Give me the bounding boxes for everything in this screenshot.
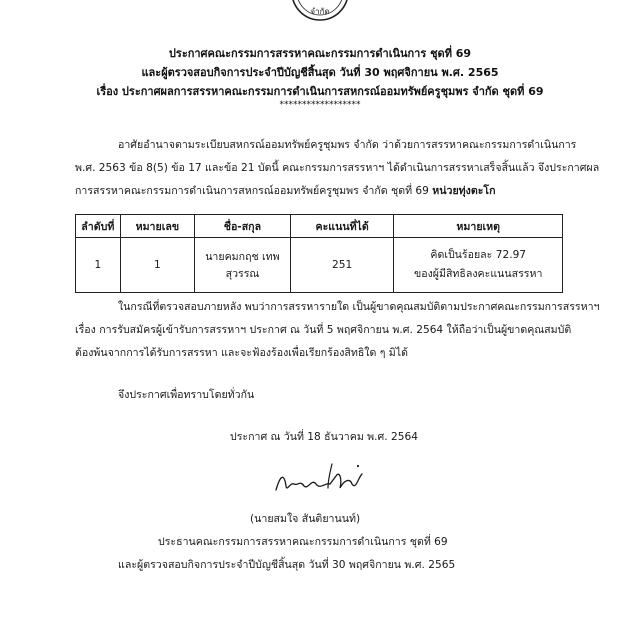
header-name: ชื่อ-สกุล xyxy=(195,215,291,238)
cell-name: นายคมกฤช เทพสุวรรณ xyxy=(195,238,291,293)
cell-number: 1 xyxy=(120,238,194,293)
unit-name: หน่วยทุ่งตะโก xyxy=(432,185,496,197)
paragraph-1-line-2: พ.ศ. 2563 ข้อ 8(5) ข้อ 17 และข้อ 21 บัดนี้ คณะกรรมการสรรหาฯ ได้ดำเนินการสรรหาเสร็จสิ้นแล้ว จึงประกาศผล xyxy=(75,162,600,174)
table-row xyxy=(76,238,563,293)
table-header-row xyxy=(76,215,563,238)
signer-name: (นายสมใจ สันติยานนท์) xyxy=(250,513,361,525)
header-remark: หมายเหตุ xyxy=(394,215,563,238)
announcement-date: ประกาศ ณ วันที่ 18 ธันวาคม พ.ศ. 2564 xyxy=(230,431,418,443)
announcement-subject: เรื่อง ประกาศผลการสรรหาคณะกรรมการดำเนินการสหกรณ์ออมทรัพย์ครูชุมพร จำกัด ชุดที่ 69 xyxy=(96,85,544,98)
results-table xyxy=(75,214,563,293)
header-order: ลำดับที่ xyxy=(76,215,121,238)
paragraph-1-line-3: การสรรหาคณะกรรมการดำเนินการสหกรณ์ออมทรัพย์ครูชุมพร จำกัด ชุดที่ 69 หน่วยทุ่งตะโก xyxy=(75,185,496,197)
cooperative-seal xyxy=(288,0,352,22)
signature xyxy=(270,456,370,500)
signer-title-line-1: ประธานคณะกรรมการสรรหาคณะกรรมการดำเนินการ ชุดที่ 69 xyxy=(158,536,448,548)
signer-title-line-2: และผู้ตรวจสอบกิจการประจำปีบัญชีสิ้นสุด วันที่ 30 พฤศจิกายน พ.ศ. 2565 xyxy=(118,559,456,571)
cell-remark xyxy=(394,238,563,293)
header-divider-stars: ****************** xyxy=(279,100,361,110)
paragraph-2-line-3: ต้องพ้นจากการได้รับการสรรหา และจะฟ้องร้องเพื่อเรียกร้องสิทธิใด ๆ มิได้ xyxy=(75,347,408,359)
announcement-subtitle: และผู้ตรวจสอบกิจการประจำปีบัญชีสิ้นสุด วันที่ 30 พฤศจิกายน พ.ศ. 2565 xyxy=(141,66,499,79)
header-score: คะแนนที่ได้ xyxy=(290,215,394,238)
remark-basis: ของผู้มีสิทธิลงคะแนนสรรหา xyxy=(414,268,543,280)
paragraph-1-line-1: อาศัยอำนาจตามระเบียบสหกรณ์ออมทรัพย์ครูชุมพร จำกัด ว่าด้วยการสรรหาคณะกรรมการดำเนินการ xyxy=(118,139,577,151)
header-number: หมายเลข xyxy=(120,215,194,238)
remark-percent: คิดเป็นร้อยละ 72.97 xyxy=(430,249,527,261)
paragraph-2-line-1: ในกรณีที่ตรวจสอบภายหลัง พบว่าการสรรหารายใด เป็นผู้ขาดคุณสมบัติตามประกาศคณะกรรมการสรรหาฯ xyxy=(118,301,600,313)
seal-label: จำกัด xyxy=(310,7,330,16)
paragraph-2-line-2: เรื่อง การรับสมัครผู้เข้ารับการสรรหาฯ ประกาศ ณ วันที่ 5 พฤศจิกายน พ.ศ. 2564 ให้ถือว่าเป็นผู้ขาดคุณสมบัติ xyxy=(75,324,572,336)
cell-order: 1 xyxy=(76,238,121,293)
announcement-title: ประกาศคณะกรรมการสรรหาคณะกรรมการดำเนินการ ชุดที่ 69 xyxy=(168,47,472,60)
closing-statement: จึงประกาศเพื่อทราบโดยทั่วกัน xyxy=(118,389,255,401)
cell-score: 251 xyxy=(290,238,394,293)
